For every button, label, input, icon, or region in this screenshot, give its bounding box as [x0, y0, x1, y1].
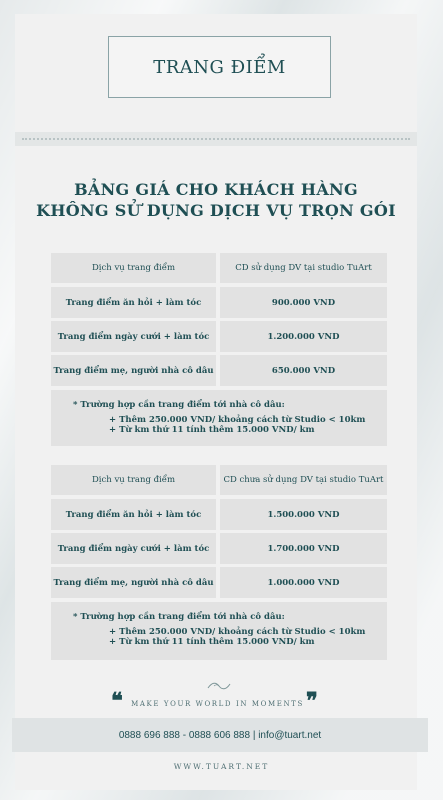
note-line-3: + Từ km thứ 11 tính thêm 15.000 VND/ km: [109, 425, 315, 435]
table-row-service: Trang điểm mẹ, người nhà cô dâu: [51, 567, 216, 598]
open-quote-icon: ❝: [111, 688, 123, 714]
table-row-price: 1.000.000 VND: [220, 567, 387, 598]
note-line-3: + Từ km thứ 11 tính thêm 15.000 VND/ km: [109, 637, 315, 647]
table-header-service: Dịch vụ trang điểm: [51, 465, 216, 495]
tagline: MAKE YOUR WORLD IN MOMENTS: [131, 700, 304, 708]
table-row-service: Trang điểm ăn hỏi + làm tóc: [51, 287, 216, 318]
table-header-service: Dịch vụ trang điểm: [51, 253, 216, 283]
page-title-text: TRANG ĐIỂM: [153, 56, 286, 78]
table-header-price: CD sử dụng DV tại studio TuArt: [220, 253, 387, 283]
note-line-1: * Trường hợp cần trang điểm tới nhà cô dâu:: [73, 400, 285, 410]
table-row-price: 650.000 VND: [220, 355, 387, 386]
home-service-note: [51, 390, 387, 446]
table-row-service: Trang điểm ngày cưới + làm tóc: [51, 321, 216, 352]
table-row-service: Trang điểm mẹ, người nhà cô dâu: [51, 355, 216, 386]
contact-text[interactable]: 0888 696 888 - 0888 606 888 | info@tuart.net: [118, 729, 322, 741]
dotted-divider: [15, 132, 417, 146]
table-header-price: CD chưa sử dụng DV tại studio TuArt: [220, 465, 387, 495]
home-service-note: [51, 602, 387, 660]
website-link[interactable]: WWW.TUART.NET: [173, 762, 270, 771]
heading-line-1: BẢNG GIÁ CHO KHÁCH HÀNG: [74, 180, 358, 199]
note-line-2: + Thêm 250.000 VND/ khoảng cách từ Studio < 10km: [109, 627, 366, 637]
table-row-service: Trang điểm ngày cưới + làm tóc: [51, 533, 216, 564]
swirl-ornament-icon: [206, 680, 232, 692]
heading-line-2: KHÔNG SỬ DỤNG DỊCH VỤ TRỌN GÓI: [36, 201, 396, 220]
table-row-price: 1.200.000 VND: [220, 321, 387, 352]
page-title: [108, 36, 331, 98]
note-line-1: * Trường hợp cần trang điểm tới nhà cô dâu:: [73, 612, 285, 622]
table-row-price: 900.000 VND: [220, 287, 387, 318]
close-quote-icon: ❞: [306, 688, 318, 714]
note-line-2: + Thêm 250.000 VND/ khoảng cách từ Studio < 10km: [109, 415, 366, 425]
table-row-price: 1.500.000 VND: [220, 499, 387, 530]
contact-info-band: [12, 718, 428, 752]
table-row-price: 1.700.000 VND: [220, 533, 387, 564]
table-row-service: Trang điểm ăn hỏi + làm tóc: [51, 499, 216, 530]
